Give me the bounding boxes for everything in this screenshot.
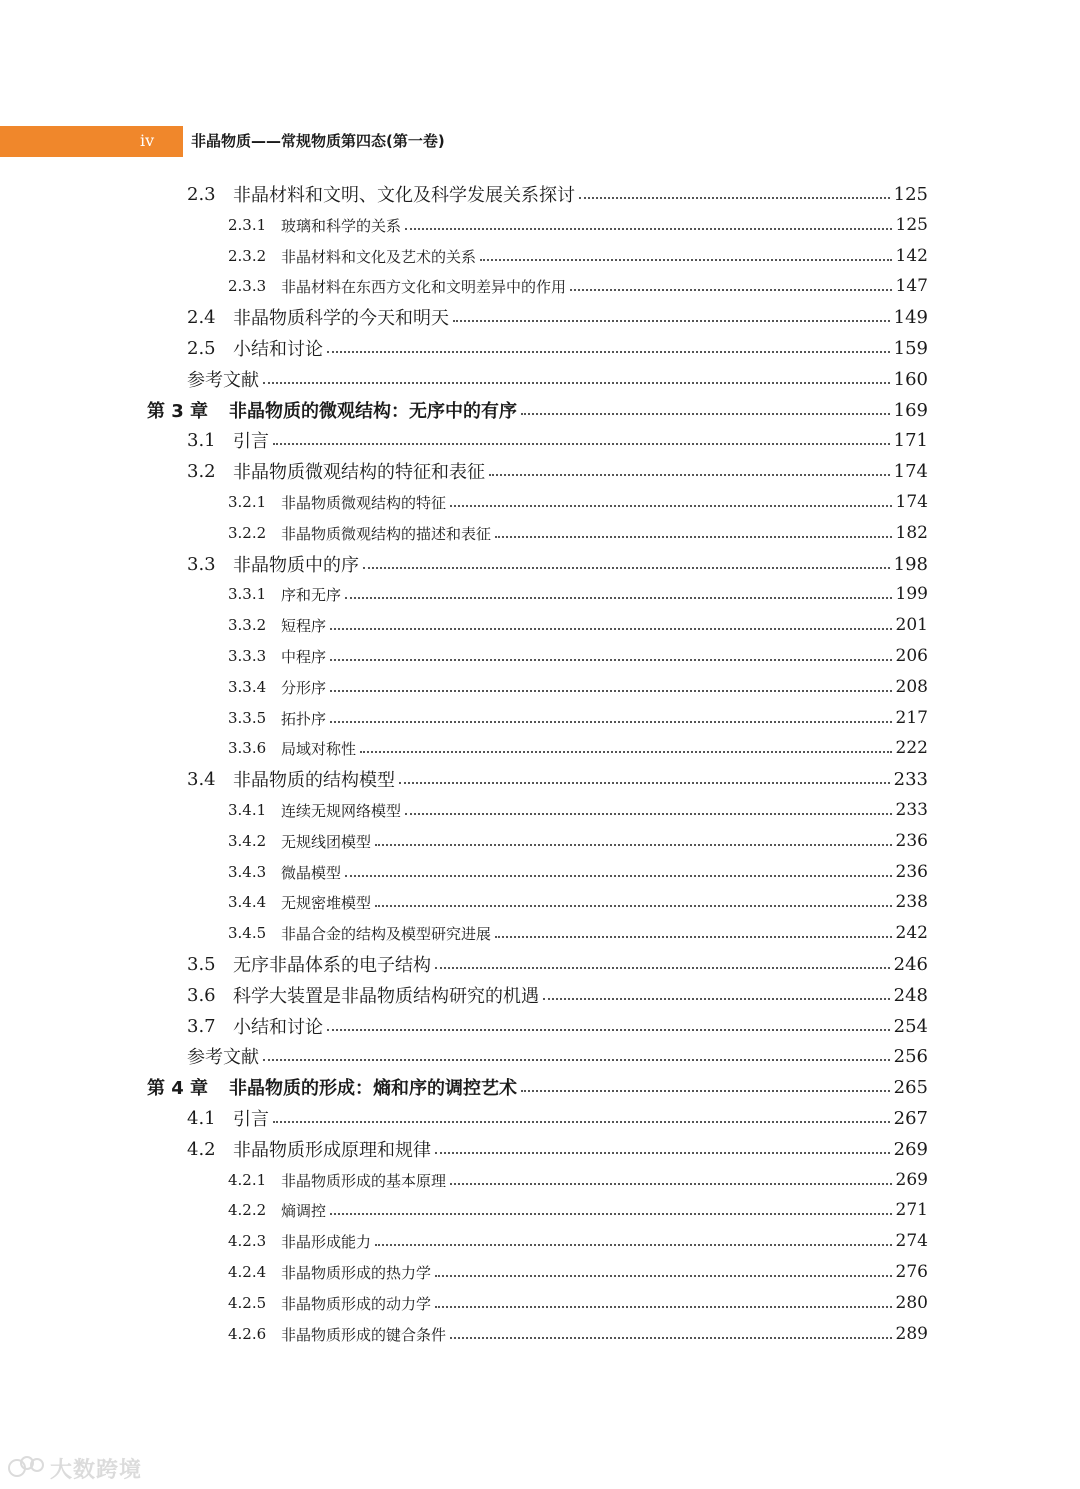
toc-entry-number: 2.3.2: [228, 247, 267, 265]
toc-leader-dots: [453, 320, 890, 322]
toc-entry-title: 连续无规网络模型: [281, 801, 402, 820]
toc-entry-number: 2.5: [187, 337, 216, 359]
toc-entry: [147, 396, 928, 424]
toc-leader-dots: [327, 1029, 890, 1031]
toc-entry: [187, 426, 928, 454]
toc-entry: [228, 673, 928, 701]
toc-entry: [228, 1258, 928, 1286]
toc-entry-page: 267: [893, 1107, 928, 1129]
toc-entry-title: 参考文献: [187, 1047, 259, 1068]
toc-entry: [228, 519, 928, 547]
toc-entry-title: 中程序: [281, 647, 327, 666]
toc-entry-title: 非晶物质科学的今天和明天: [233, 308, 449, 329]
toc-entry-number: 4.2: [187, 1138, 216, 1160]
toc-entry-page: 125: [893, 183, 928, 205]
toc-entry: [228, 272, 928, 300]
toc-entry: [228, 1196, 928, 1224]
toc-entry-number: 3.3.2: [228, 616, 267, 634]
toc-entry-title: 非晶材料和文化及艺术的关系: [281, 247, 477, 266]
toc-entry-number: 3.5: [187, 953, 216, 975]
toc-entry-number: 3.3.1: [228, 585, 267, 603]
toc-entry: [228, 1289, 928, 1317]
toc-leader-dots: [330, 1213, 892, 1215]
watermark-text: 大数跨境: [50, 1457, 143, 1483]
toc-leader-dots: [495, 536, 892, 538]
toc-entry-title: 非晶材料在东西方文化和文明差异中的作用: [281, 277, 567, 296]
toc-entry-title: 非晶物质形成的动力学: [281, 1294, 432, 1313]
toc-entry-page: 174: [893, 460, 928, 482]
toc-entry-number: 3.4.4: [228, 893, 267, 911]
toc-entry-page: 125: [895, 215, 928, 235]
toc-entry-number: 3.3.6: [228, 739, 267, 757]
toc-leader-dots: [375, 844, 892, 846]
toc-entry-page: 149: [893, 306, 928, 328]
toc-entry-page: 276: [895, 1262, 928, 1282]
page-number: iv: [140, 131, 155, 150]
toc-entry: [187, 1135, 928, 1163]
toc-entry-number: 2.4: [187, 306, 216, 328]
toc-entry-number: 3.2.2: [228, 524, 267, 542]
toc-entry-title: 小结和讨论: [233, 1017, 323, 1038]
toc-leader-dots: [450, 505, 892, 507]
toc-entry: [187, 180, 928, 208]
toc-leader-dots: [521, 1090, 890, 1092]
toc-entry: [228, 580, 928, 608]
toc-entry-title: 无序非晶体系的电子结构: [233, 955, 431, 976]
toc-entry-page: 248: [893, 984, 928, 1006]
toc-entry-number: 4.2.3: [228, 1232, 267, 1250]
toc-leader-dots: [345, 875, 892, 877]
toc-entry-number: 4.2.2: [228, 1201, 267, 1219]
toc-entry: [228, 1227, 928, 1255]
toc-entry: [187, 765, 928, 793]
toc-entry-number: 4.1: [187, 1107, 216, 1129]
toc-leader-dots: [405, 813, 892, 815]
toc-leader-dots: [273, 443, 890, 445]
toc-entry-page: 142: [895, 246, 928, 266]
toc-entry: [228, 211, 928, 239]
toc-entry-title: 非晶物质形成的基本原理: [281, 1171, 447, 1190]
toc-leader-dots: [330, 721, 892, 723]
toc-entry: [228, 858, 928, 886]
toc-leader-dots: [435, 1306, 892, 1308]
toc-entry-title: 无规密堆模型: [281, 893, 372, 912]
toc-entry-number: 3.2: [187, 460, 216, 482]
toc-entry-page: 242: [895, 923, 928, 943]
toc-entry: [187, 1012, 928, 1040]
toc-entry-page: 174: [895, 492, 928, 512]
toc-entry-title: 非晶形成能力: [281, 1232, 372, 1251]
toc-entry-title: 熵调控: [281, 1201, 327, 1220]
toc-entry-number: 4.2.4: [228, 1263, 267, 1281]
toc-entry-number: 3.1: [187, 429, 216, 451]
toc-entry-page: 147: [895, 276, 928, 296]
toc-entry: [228, 1166, 928, 1194]
toc-entry-number: 4.2.5: [228, 1294, 267, 1312]
toc-entry-page: 256: [893, 1045, 928, 1067]
toc-entry-title: 非晶物质的结构模型: [233, 770, 395, 791]
toc-entry-title: 玻璃和科学的关系: [281, 216, 402, 235]
toc-entry-page: 169: [893, 399, 928, 421]
toc-leader-dots: [480, 259, 892, 261]
toc-entry-page: 246: [893, 953, 928, 975]
toc-entry-number: 3.3.3: [228, 647, 267, 665]
toc-entry-number: 3.7: [187, 1015, 216, 1037]
toc-entry-number: 第 4 章: [147, 1078, 209, 1099]
toc-entry-page: 199: [895, 584, 928, 604]
toc-entry-title: 非晶物质形成的键合条件: [281, 1325, 447, 1344]
toc-leader-dots: [495, 936, 892, 938]
toc-entry: [228, 611, 928, 639]
toc-entry-page: 160: [893, 368, 928, 390]
toc-leader-dots: [435, 1152, 890, 1154]
toc-leader-dots: [375, 905, 892, 907]
toc-leader-dots: [360, 751, 892, 753]
toc-entry-title: 无规线团模型: [281, 832, 372, 851]
toc-entry-page: 201: [895, 615, 928, 635]
toc-entry-title: 非晶物质微观结构的描述和表征: [281, 524, 492, 543]
toc-entry-page: 159: [893, 337, 928, 359]
toc-leader-dots: [263, 1059, 890, 1061]
toc-entry: [187, 303, 928, 331]
toc-leader-dots: [450, 1337, 892, 1339]
toc-leader-dots: [521, 413, 890, 415]
watermark: [8, 1452, 142, 1484]
toc-entry-number: 2.3.1: [228, 216, 267, 234]
toc-entry: [228, 734, 928, 762]
toc-entry-title: 引言: [233, 1109, 269, 1130]
toc-entry-number: 3.4.5: [228, 924, 267, 942]
toc-entry-number: 3.4.2: [228, 832, 267, 850]
toc-entry-page: 254: [893, 1015, 928, 1037]
toc-leader-dots: [330, 628, 892, 630]
toc-entry: [187, 1042, 928, 1070]
toc-entry-title: 非晶物质中的序: [233, 555, 359, 576]
toc-entry: [228, 704, 928, 732]
toc-entry-number: 2.3.3: [228, 277, 267, 295]
toc-leader-dots: [489, 474, 890, 476]
toc-entry: [187, 981, 928, 1009]
toc-entry-page: 269: [895, 1170, 928, 1190]
toc-entry-page: 208: [895, 677, 928, 697]
toc-entry-title: 非晶物质形成原理和规律: [233, 1140, 431, 1161]
book-title: 非晶物质——常规物质第四态(第一卷): [191, 132, 445, 150]
toc-entry-number: 3.4: [187, 768, 216, 790]
toc-entry: [187, 334, 928, 362]
toc-leader-dots: [330, 659, 892, 661]
toc-entry-number: 3.3.4: [228, 678, 267, 696]
toc-leader-dots: [450, 1183, 892, 1185]
toc-entry-number: 3.4.1: [228, 801, 267, 819]
toc-entry-number: 4.2.6: [228, 1325, 267, 1343]
toc-entry: [187, 550, 928, 578]
toc-leader-dots: [435, 967, 890, 969]
toc-entry-page: 274: [895, 1231, 928, 1251]
toc-entry: [187, 457, 928, 485]
toc-leader-dots: [263, 382, 890, 384]
toc-entry: [228, 488, 928, 516]
toc-entry-page: 238: [895, 892, 928, 912]
toc-entry-page: 269: [893, 1138, 928, 1160]
toc-leader-dots: [345, 597, 892, 599]
toc-entry-page: 182: [895, 523, 928, 543]
toc-leader-dots: [375, 1244, 892, 1246]
toc-entry-title: 短程序: [281, 616, 327, 635]
toc-leader-dots: [570, 289, 892, 291]
toc-entry-number: 第 3 章: [147, 401, 209, 422]
toc-entry: [228, 827, 928, 855]
toc-entry-title: 非晶物质微观结构的特征: [281, 493, 447, 512]
toc-leader-dots: [579, 197, 890, 199]
toc-entry-title: 微晶模型: [281, 863, 342, 882]
toc-entry-title: 引言: [233, 431, 269, 452]
toc-entry-number: 4.2.1: [228, 1171, 267, 1189]
toc-entry: [228, 919, 928, 947]
toc-entry-title: 小结和讨论: [233, 339, 323, 360]
toc-entry: [187, 1104, 928, 1132]
toc-entry-title: 科学大装置是非晶物质结构研究的机遇: [233, 986, 539, 1007]
toc-entry-page: 198: [893, 553, 928, 575]
toc-entry: [228, 642, 928, 670]
toc-entry-page: 206: [895, 646, 928, 666]
toc-entry: [228, 1320, 928, 1348]
toc-entry-page: 233: [893, 768, 928, 790]
toc-leader-dots: [363, 567, 890, 569]
toc-entry-title: 非晶物质的微观结构：无序中的有序: [229, 401, 517, 422]
toc-leader-dots: [543, 998, 890, 1000]
toc-entry-title: 序和无序: [281, 585, 342, 604]
toc-entry-title: 非晶物质微观结构的特征和表征: [233, 462, 485, 483]
toc-entry-title: 分形序: [281, 678, 327, 697]
toc-leader-dots: [330, 690, 892, 692]
toc-entry-title: 非晶物质的形成：熵和序的调控艺术: [229, 1078, 517, 1099]
toc-leader-dots: [273, 1121, 890, 1123]
toc-entry: [228, 888, 928, 916]
toc-entry-page: 217: [895, 708, 928, 728]
toc-entry: [228, 796, 928, 824]
toc-entry-page: 265: [893, 1076, 928, 1098]
toc-entry-page: 289: [895, 1324, 928, 1344]
toc-entry: [187, 365, 928, 393]
toc-entry-title: 非晶物质形成的热力学: [281, 1263, 432, 1282]
toc-entry-number: 3.3: [187, 553, 216, 575]
toc-entry-page: 171: [893, 429, 928, 451]
toc-entry-page: 233: [895, 800, 928, 820]
toc-entry-page: 280: [895, 1293, 928, 1313]
toc-entry-number: 3.3.5: [228, 709, 267, 727]
toc-entry-page: 222: [895, 738, 928, 758]
toc-leader-dots: [327, 351, 890, 353]
toc-leader-dots: [399, 782, 890, 784]
toc-entry-title: 参考文献: [187, 370, 259, 391]
toc-entry: [147, 1073, 928, 1101]
toc-entry-number: 3.4.3: [228, 863, 267, 881]
toc-leader-dots: [435, 1275, 892, 1277]
toc-entry-title: 拓扑序: [281, 709, 327, 728]
toc-entry: [228, 242, 928, 270]
toc-entry-title: 非晶材料和文明、文化及科学发展关系探讨: [233, 185, 575, 206]
linked-circles-icon: [8, 1456, 46, 1480]
toc-entry-title: 非晶合金的结构及模型研究进展: [281, 924, 492, 943]
toc-entry-number: 3.2.1: [228, 493, 267, 511]
toc-entry-page: 271: [895, 1200, 928, 1220]
toc-entry-number: 2.3: [187, 183, 216, 205]
toc-leader-dots: [405, 228, 892, 230]
toc-entry-title: 局域对称性: [281, 739, 357, 758]
toc-entry-page: 236: [895, 831, 928, 851]
toc-entry: [187, 950, 928, 978]
toc-entry-number: 3.6: [187, 984, 216, 1006]
toc-entry-page: 236: [895, 862, 928, 882]
